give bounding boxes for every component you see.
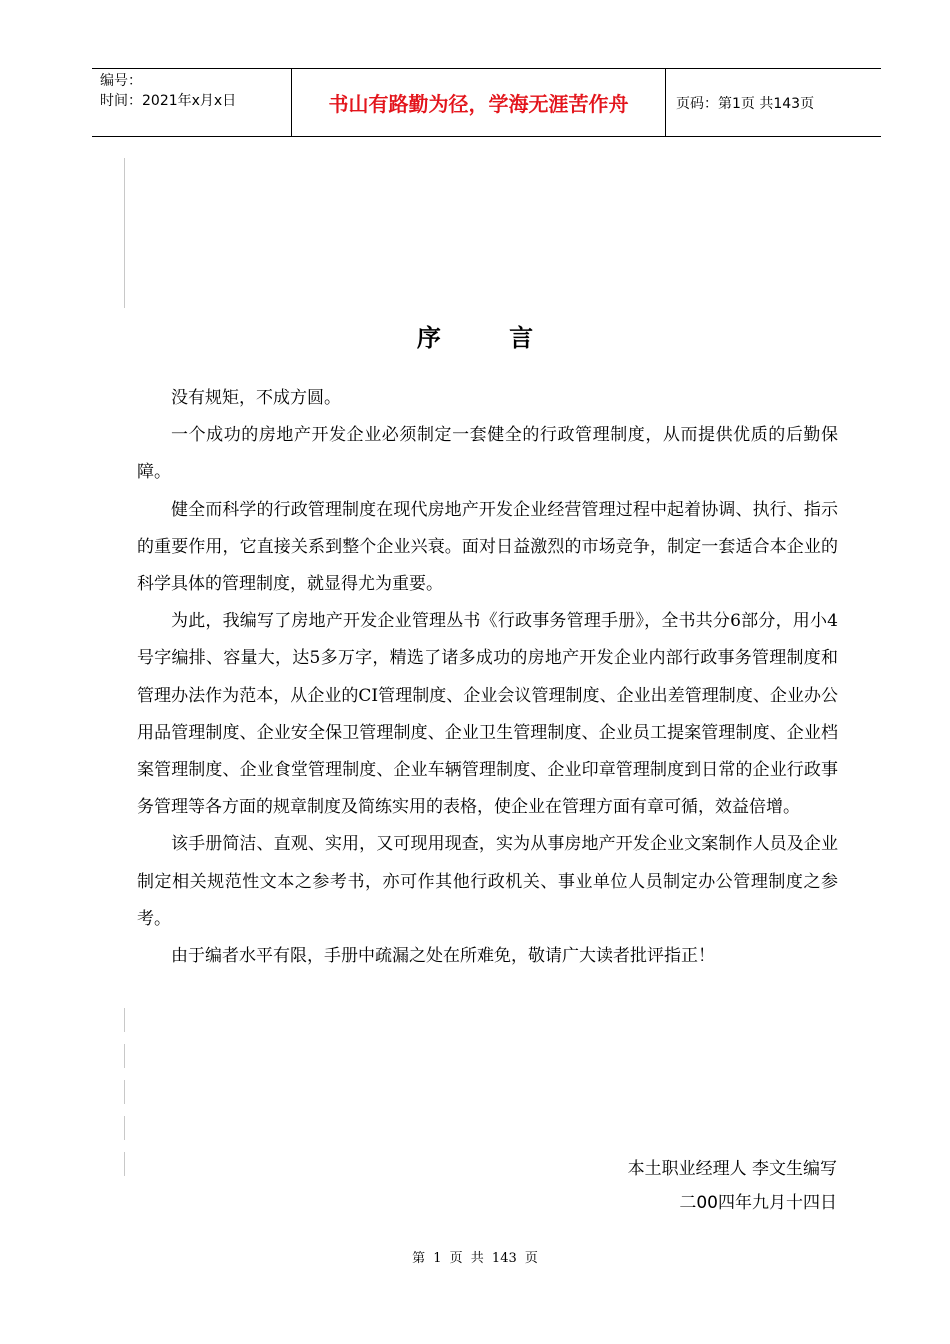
document-title: 序 言 xyxy=(416,324,564,352)
time-label: 时间：2021年x月x日 xyxy=(100,93,237,109)
margin-rule-bottom-5 xyxy=(124,1152,125,1176)
page-header xyxy=(92,68,881,137)
signature-author: 本土职业经理人 李文生编写 xyxy=(627,1159,837,1179)
margin-rule-bottom-1 xyxy=(124,1008,125,1032)
document-body xyxy=(137,380,838,975)
paragraph: 没有规矩，不成方圆。 xyxy=(171,388,341,408)
paragraph: 健全而科学的行政管理制度在现代房地产开发企业经营管理过程中起着协调、执行、指示的重要作用，它直接关系到整个企业兴衰。面对日益激烈的市场竞争，制定一套适合本企业的科学具体的管理制度，就显得尤为重要。 xyxy=(137,499,838,595)
paragraph: 一个成功的房地产开发企业必须制定一套健全的行政管理制度，从而提供优质的后勤保障。 xyxy=(137,425,838,483)
paragraph: 该手册简洁、直观、实用，又可现用现查，实为从事房地产开发企业文案制作人员及企业制定相关规范性文本之参考书，亦可作其他行政机关、事业单位人员制定办公管理制度之参考。 xyxy=(137,834,838,929)
margin-rule-top xyxy=(124,158,125,308)
signature-date: 二00四年九月十四日 xyxy=(679,1193,837,1213)
paragraph: 为此，我编写了房地产开发企业管理丛书《行政事务管理手册》，全书共分6部分，用小4号字编排、容量大，达5多万字，精选了诸多成功的房地产开发企业内部行政事务管理制度和管理办法作为范本，从企业的CI管理制度、企业会议管理制度、企业出差管理制度、企业办公用品管理制度、企业安全保卫管理制度、企业卫生管理制度、企业员工提案管理制度、企业档案管理制度、企业食堂管理制度、企业车辆管理制度、企业印章管理制度到日常的企业行政事务管理等各方面的规章制度及简练实用的表格，使企业在管理方面有章可循，效益倍增。 xyxy=(137,611,838,818)
serial-label: 编号： xyxy=(100,73,142,89)
margin-rule-bottom-2 xyxy=(124,1044,125,1068)
paragraph: 由于编者水平有限，手册中疏漏之处在所难免，敬请广大读者批评指正！ xyxy=(171,946,715,967)
header-motto: 书山有路勤为径，学海无涯苦作舟 xyxy=(292,69,666,136)
header-meta xyxy=(92,69,292,136)
page-footer: 第 1 页 共 143 页 xyxy=(412,1251,538,1266)
header-page-info: 页码：第1页 共143页 xyxy=(676,95,815,112)
margin-rule-bottom-3 xyxy=(124,1080,125,1104)
margin-rule-bottom-4 xyxy=(124,1116,125,1140)
